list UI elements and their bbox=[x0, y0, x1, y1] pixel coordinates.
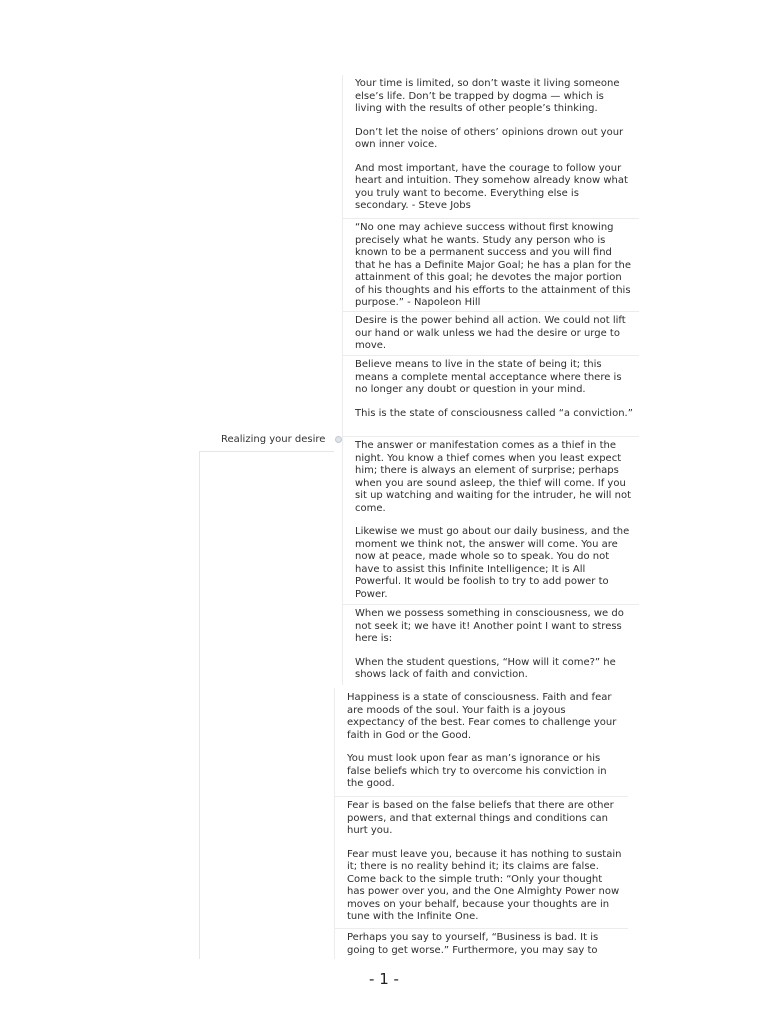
topic-paragraph: Happiness is a state of consciousness. Faith and fear are moods of the soul. Your faith is a joyous expectancy of the best. Fear comes to challenge your faith in God or the Good. bbox=[347, 692, 617, 741]
topic-paragraph: Your time is limited, so don’t waste it living someone else’s life. Don’t be trapped by dogma — which is living with the results of other people’s thinking. bbox=[355, 78, 620, 114]
topic-block-believe bbox=[343, 355, 639, 420]
topic-paragraph: “No one may achieve success without first knowing precisely what he wants. Study any person who is known to be a permanent success and you will find that he has a Definite Major Goal; he has a plan for the attainment of this goal; he devotes the major portion of his thoughts and his efforts to the attainment of this purpose.” - Napoleon Hill bbox=[355, 222, 632, 308]
collapse-toggle-icon[interactable] bbox=[335, 436, 342, 443]
topic-paragraph: Believe means to live in the state of being it; this means a complete mental acceptance where there is no longer any doubt or question in your mind. bbox=[355, 359, 622, 395]
topic-block-happiness bbox=[335, 692, 628, 791]
topic-block-fear bbox=[335, 796, 628, 924]
topic-paragraph: Fear is based on the false beliefs that there are other powers, and that external things and conditions can hurt you. bbox=[347, 800, 614, 836]
topic-paragraph: When the student questions, “How will it come?” he shows lack of faith and conviction. bbox=[355, 656, 616, 680]
topic-block-napoleon-hill bbox=[343, 218, 639, 310]
page-number: - 1 - bbox=[369, 970, 399, 988]
topic-paragraph: Don’t let the noise of others’ opinions drown out your own inner voice. bbox=[355, 126, 624, 150]
left-border-rule bbox=[199, 451, 200, 959]
topic-block-thief-in-night bbox=[343, 436, 639, 601]
topic-block-possess bbox=[343, 604, 639, 682]
central-node-label: Realizing your desire bbox=[221, 434, 326, 445]
topic-block-desire bbox=[343, 311, 639, 353]
topic-paragraph: Likewise we must go about our daily business, and the moment we think not, the answer will come. You are now at peace, made whole so to speak. You do not have to assist this Infinite Intelligence; It is All Powerful. It would be foolish to try to add power to Power. bbox=[355, 526, 630, 600]
topic-paragraph: And most important, have the courage to follow your heart and intuition. They somehow already know what you truly want to become. Everything else is secondary. - Steve Jobs bbox=[355, 162, 628, 211]
topic-paragraph: This is the state of consciousness called “a conviction.” bbox=[355, 407, 633, 419]
topic-block-steve-jobs bbox=[343, 78, 639, 213]
topic-paragraph: You must look upon fear as man’s ignorance or his false beliefs which try to overcome his conviction in the good. bbox=[347, 753, 607, 789]
topic-paragraph: Fear must leave you, because it has nothing to sustain it; there is no reality behind it; its claims are false. Come back to the simple truth: “Only your thought has power over you, and the One Almighty Power now moves on your behalf, because your thoughts are in tune with the Infinite One. bbox=[347, 848, 622, 922]
topic-paragraph: Perhaps you say to yourself, “Business is bad. It is going to get worse.” Furthermore, you may say to bbox=[347, 932, 599, 956]
central-node-underline bbox=[199, 451, 334, 452]
topic-block-business bbox=[335, 928, 628, 959]
topic-paragraph: Desire is the power behind all action. We could not lift our hand or walk unless we had the desire or urge to move. bbox=[355, 315, 626, 351]
topic-paragraph: When we possess something in consciousness, we do not seek it; we have it! Another point I want to stress here is: bbox=[355, 608, 624, 644]
topic-paragraph: The answer or manifestation comes as a thief in the night. You know a thief comes when you least expect him; there is always an element of surprise; perhaps when you are sound asleep, the thief will come. If you sit up watching and waiting for the intruder, he will not come. bbox=[355, 440, 632, 514]
